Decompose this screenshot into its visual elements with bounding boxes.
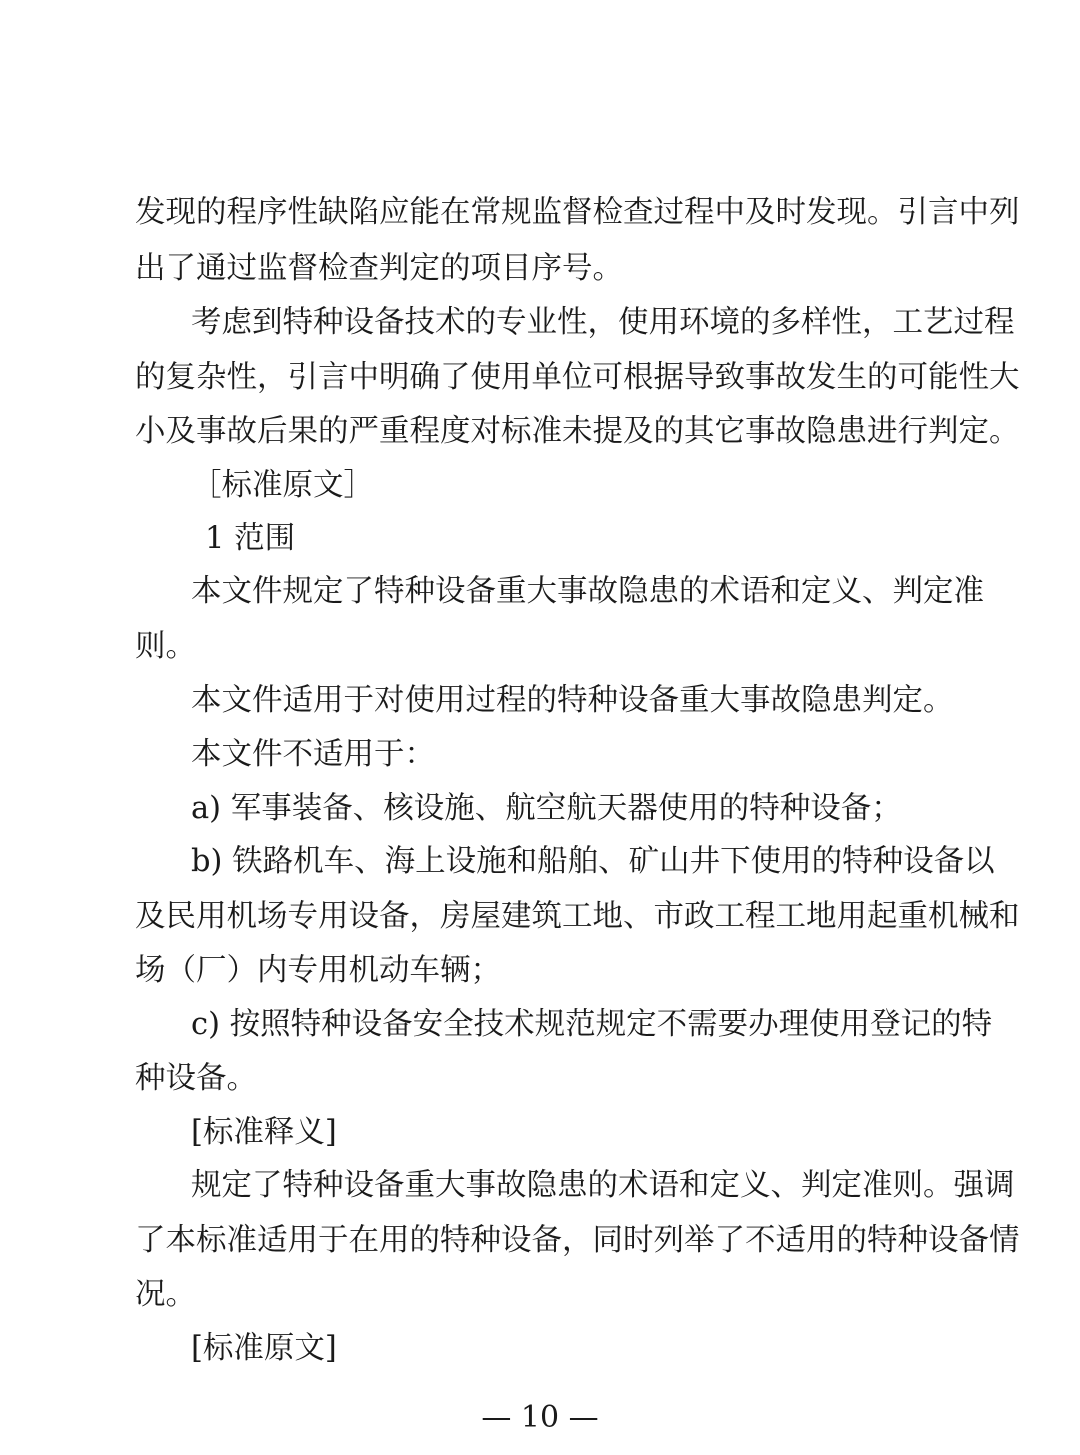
paragraph-line: 出了通过监督检查判定的项目序号。 <box>135 251 623 286</box>
paragraph-line: 考虑到特种设备技术的专业性，使用环境的多样性，工艺过程 <box>191 305 1015 340</box>
list-item: a) 军事装备、核设施、航空航天器使用的特种设备； <box>191 791 902 826</box>
section-heading: [标准释义] <box>191 1115 337 1150</box>
page-number: — 10 — <box>481 1400 599 1435</box>
paragraph-line: 则。 <box>135 629 196 664</box>
section-heading: [标准原文] <box>191 1331 337 1366</box>
paragraph-line: 本文件规定了特种设备重大事故隐患的术语和定义、判定准 <box>191 574 984 609</box>
paragraph-line: 规定了特种设备重大事故隐患的术语和定义、判定准则。强调 <box>191 1168 1015 1203</box>
paragraph-line: 小及事故后果的严重程度对标准未提及的其它事故隐患进行判定。 <box>135 414 1020 449</box>
paragraph-line: 的复杂性，引言中明确了使用单位可根据导致事故发生的可能性大 <box>135 360 1020 395</box>
list-item: b) 铁路机车、海上设施和船舶、矿山井下使用的特种设备以 <box>191 844 995 879</box>
paragraph-line: 发现的程序性缺陷应能在常规监督检查过程中及时发现。引言中列 <box>135 195 1020 230</box>
list-item-continuation: 及民用机场专用设备，房屋建筑工地、市政工程工地用起重机械和 <box>135 899 1020 934</box>
list-item-continuation: 场（厂）内专用机动车辆； <box>135 953 501 988</box>
paragraph-line: 本文件适用于对使用过程的特种设备重大事故隐患判定。 <box>191 683 954 718</box>
list-item-continuation: 种设备。 <box>135 1061 257 1096</box>
paragraph-line: 况。 <box>135 1277 196 1312</box>
section-heading: ［标准原文］ <box>191 468 374 503</box>
paragraph-line: 了本标准适用于在用的特种设备，同时列举了不适用的特种设备情 <box>135 1223 1020 1258</box>
paragraph-line: 本文件不适用于： <box>191 737 435 772</box>
section-title: 1 范围 <box>205 521 296 556</box>
list-item: c) 按照特种设备安全技术规范规定不需要办理使用登记的特 <box>191 1007 993 1042</box>
